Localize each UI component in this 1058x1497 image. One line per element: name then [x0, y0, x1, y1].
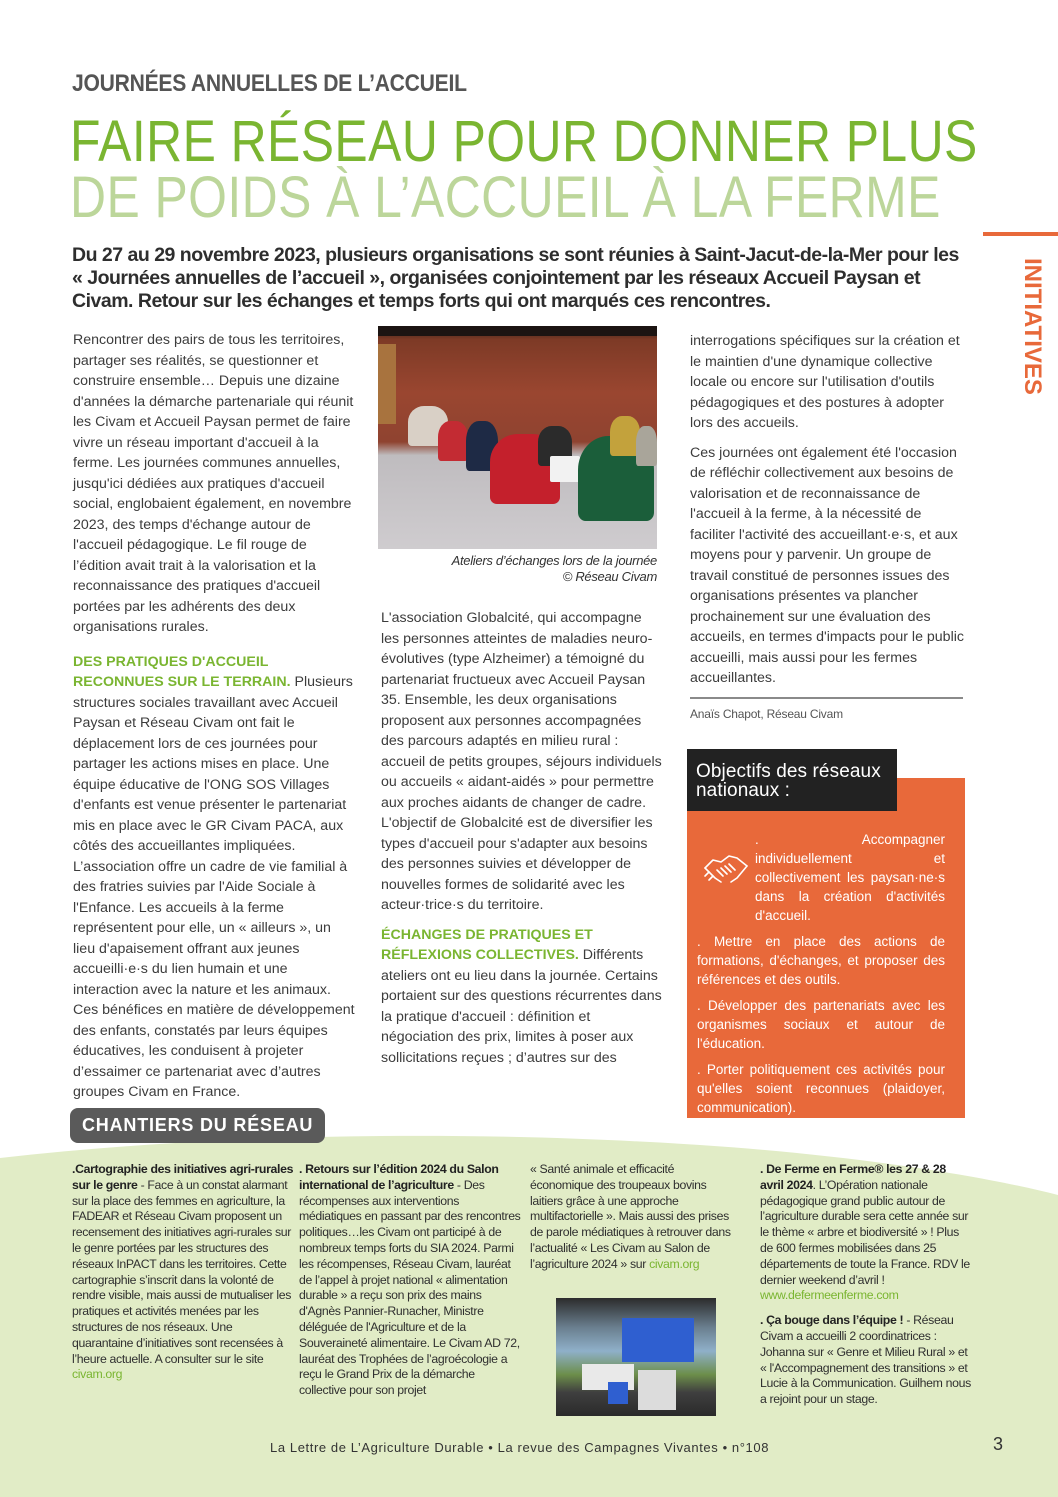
- paragraph: [73, 652, 355, 1103]
- chantier-title: . De Ferme en Ferme® les 27 & 28 avril 2024: [760, 1162, 946, 1192]
- defermeenferme-link[interactable]: www.defermeenferme.com: [760, 1288, 899, 1303]
- signature-divider: [690, 697, 963, 699]
- objectives-list: [697, 830, 945, 1124]
- chantier-text: [760, 1162, 972, 1304]
- photo-screen: [622, 1318, 694, 1362]
- subheading: ÉCHANGES DE PRATIQUES ET RÉFLEXIONS COLLECTIVES.: [381, 926, 593, 963]
- article-lead: Du 27 au 29 novembre 2023, plusieurs organisations se sont réunies à Saint-Jacut-de-la-Mer pour les « Journées annuelles de l’accueil », organisées conjointement par les réseaux Accueil Paysan et Civam. Retour sur les échanges et temps forts qui ont marqués ces rencontres.: [72, 244, 959, 312]
- workshop-photo: [378, 326, 657, 549]
- chantier-body: . L’Opération nationale pédagogique grand public autour de l’agriculture durable sera cette année sur le thème « arbre et biodiversité » ! Plus de 600 fermes mobilisées dans 25 départements de toute la France. RDV le dernier weekend d’avril !: [760, 1177, 970, 1287]
- objective-item: . Développer des partenariats avec les organismes sociaux et autour de l'éducation.: [697, 998, 945, 1051]
- civam-link[interactable]: civam.org: [72, 1367, 123, 1382]
- chantier-body: - Face à un constat alarmant sur la place des femmes en agriculture, la FADEAR et Réseau Civam proposent un recensement des initiatives agri-rurales sur le genre portées par les structures des réseaux InPACT dans les territoires. Cette cartographie s’inscrit dans la volonté de rendre visible, mais aussi de mutualiser les pratiques et activités menées par les structures de nos réseaux. Une quarantaine d’initiatives sont recensées à l’heure actuelle. A consulter sur le site: [72, 1177, 292, 1366]
- chantier-text: [72, 1162, 294, 1383]
- paragraph-text: Plusieurs structures sociales travaillant avec Accueil Paysan et Réseau Civam ont fait le déplacement lors de ces journées pour partager les actions mises en place. Une équipe éducative de l'ONG SOS Villages d'enfants est venue présenter le partenariat mis en place avec le GR Civam PACA, aux côtés des accueillantes impliquées. L’association offre un cadre de vie familial à des fratries suivies par l'Aide Sociale à l'Enfance. Les accueils à la ferme représentent pour elle, un « ailleurs », un lieu d'apaisement offrant aux jeunes accueilli·e·s du lien humain et une interaction avec la nature et les animaux. Ces bénéfices en matière de développement des enfants, constatés par leurs équipes éducatives, les conduisent à projeter d’essaimer ce partenariat avec d’autres groupes Civam en France.: [73, 674, 355, 1100]
- chantier-title: . Ça bouge dans l’équipe !: [760, 1313, 904, 1328]
- article-title-line-1: FAIRE RÉSEAU POUR DONNER PLUS: [70, 109, 978, 174]
- chantier-title: .Cartographie des initiatives agri-rurales sur le genre: [72, 1162, 294, 1192]
- objective-item: . Porter politiquement ces activités pour qu'elles soient reconnues (plaidoyer, communication).: [697, 1062, 945, 1115]
- paragraph: Ces journées ont également été l'occasion de réfléchir collectivement aux besoins de valorisation et de reconnaissance de l'accueil à la ferme, à la nécessité de faciliter l'activité des accueillant·e·s, et aux moyens pour y parvenir. Un groupe de travail constitué de personnes issues des organisations présentes va plancher prochainement sur une évaluation des accueils, en termes d'impacts pour le public accueilli, mais aussi pour les fermes accueillantes.: [690, 444, 964, 686]
- chantier-item-cartographie: [72, 1162, 294, 1392]
- objectives-box-title: Objectifs des réseaux nationaux :: [687, 749, 897, 811]
- chantier-text: [530, 1162, 736, 1273]
- subheading: DES PRATIQUES D'ACCUEIL RECONNUES SUR LE TERRAIN.: [73, 653, 291, 690]
- paragraph-text: Différents ateliers ont eu lieu dans la journée. Certains portaient sur des questions récurrentes dans la pratique d'accueil : définition et négociation des prix, limites à poser aux sollicitations reçues ; d’autres sur des: [381, 947, 662, 1066]
- paragraph: Rencontrer des pairs de tous les territoires, partager ses réalités, se questionner et construire ensemble… Depuis une dizaine d'années la démarche partenariale qui réunit les Civam et Accueil Paysan permet de faire vivre un réseau important d'accueil à la ferme. Les journées communes annuelles, jusqu'ici dédiées aux pratiques d'accueil social, englobaient également, en novembre 2023, des temps d'échange autour de l'accueil pédagogique. Le fil rouge de l’édition avait trait à la valorisation et la reconnaissance des pratiques d'accueil portées par les adhérents des deux organisations rurales.: [73, 332, 354, 635]
- chantier-body: - Des récompenses aux interventions médiatiques en passant par des rencontres politiques…les Civam ont participé à de nombreux temps forts du SIA 2024. Parmi les récompenses, Réseau Civam, lauréat de l’appel à projet national « alimentation durable » a reçu son prix des mains d'Agnès Pannier-Runacher, Ministre déléguée de l'Agriculture et de la Souveraineté alimentaire. Le Civam AD 72, lauréat des Trophées de l’agroécologie a reçu le Grand Prix de la démarche collective pour son projet: [299, 1177, 521, 1398]
- paragraph: L'association Globalcité, qui accompagne les personnes atteintes de maladies neuro-évolutives (type Alzheimer) a témoigné du partenariat fructueux avec Accueil Paysan 35. Ensemble, les deux organisations proposent aux personnes accompagnées des parcours adaptés en milieu rural : accueil de petits groupes, séjours individuels ou accueils « aidant-aidés » pour permettre aux proches aidants de changer de cadre. L'objectif de Globalcité est de diversifier les types d'accueil pour s'adapter aux besoins des personnes suivies et développer de nouvelles formes de solidarité avec les acteur·trice·s du territoire.: [381, 610, 662, 913]
- chantier-body: « Santé animale et efficacité économique des troupeaux bovins laitiers grâce à une approche multifactorielle ». Mais aussi des prises de parole médiatiques à retrouver dans l’actualité « Les Civam au Salon de l’agriculture 2024 » sur: [530, 1162, 731, 1271]
- photo-caption: [378, 553, 657, 585]
- article-kicker: JOURNÉES ANNUELLES DE L’ACCUEIL: [72, 70, 467, 97]
- paragraph: [381, 925, 663, 1069]
- chantier-text: [299, 1162, 521, 1399]
- article-title-line-2: DE POIDS À L’ACCUEIL À LA FERME: [70, 165, 941, 230]
- article-column-1: [73, 330, 355, 1112]
- section-label: INITIATIVES: [1019, 258, 1046, 395]
- chantier-body: - Réseau Civam a accueilli 2 coordinatrices : Johanna sur « Genre et Milieu Rural » et « l'Accompagnement des transitions » et Lucie à la Communication. Guilhem nous a rejoint pour un stage.: [760, 1313, 971, 1407]
- photo-credit: © Réseau Civam: [562, 569, 657, 584]
- photo-desk: [638, 1370, 676, 1410]
- chantier-item-salon: [299, 1162, 521, 1408]
- salon-agriculture-photo: [556, 1298, 716, 1416]
- objective-item: . Mettre en place des actions de formations, d'échanges, et proposer des références et des outils.: [697, 934, 945, 987]
- author-signature: Anaïs Chapot, Réseau Civam: [690, 707, 843, 721]
- chantiers-section-tag: CHANTIERS DU RÉSEAU: [70, 1108, 325, 1143]
- objective-item: . Accompagner individuellement et collectivement les paysan·ne·s dans la création d'activités d'accueil.: [755, 832, 945, 923]
- article-column-3: [690, 331, 970, 698]
- chantier-title: . Retours sur l’édition 2024 du Salon international de l’agriculture: [299, 1162, 499, 1192]
- chantier-item-ferme-equipe: [760, 1162, 972, 1417]
- publication-footer: La Lettre de L’Agriculture Durable • La revue des Campagnes Vivantes • n°108: [270, 1440, 770, 1455]
- section-rule: [983, 232, 1058, 236]
- caption-line: Ateliers d’échanges lors de la journée: [451, 553, 657, 568]
- chantier-item-salon-continued: [530, 1162, 736, 1282]
- article-column-2: [381, 608, 663, 1077]
- chantier-text: [760, 1313, 972, 1408]
- civam-link[interactable]: civam.org: [649, 1256, 700, 1271]
- page-number: 3: [993, 1434, 1004, 1454]
- paragraph: interrogations spécifiques sur la création et le maintien d'une dynamique collective locale ou encore sur l'utilisation d'outils pédagogiques et des postures à adopter lors des accueils.: [690, 333, 960, 431]
- photo-cube: [608, 1382, 628, 1404]
